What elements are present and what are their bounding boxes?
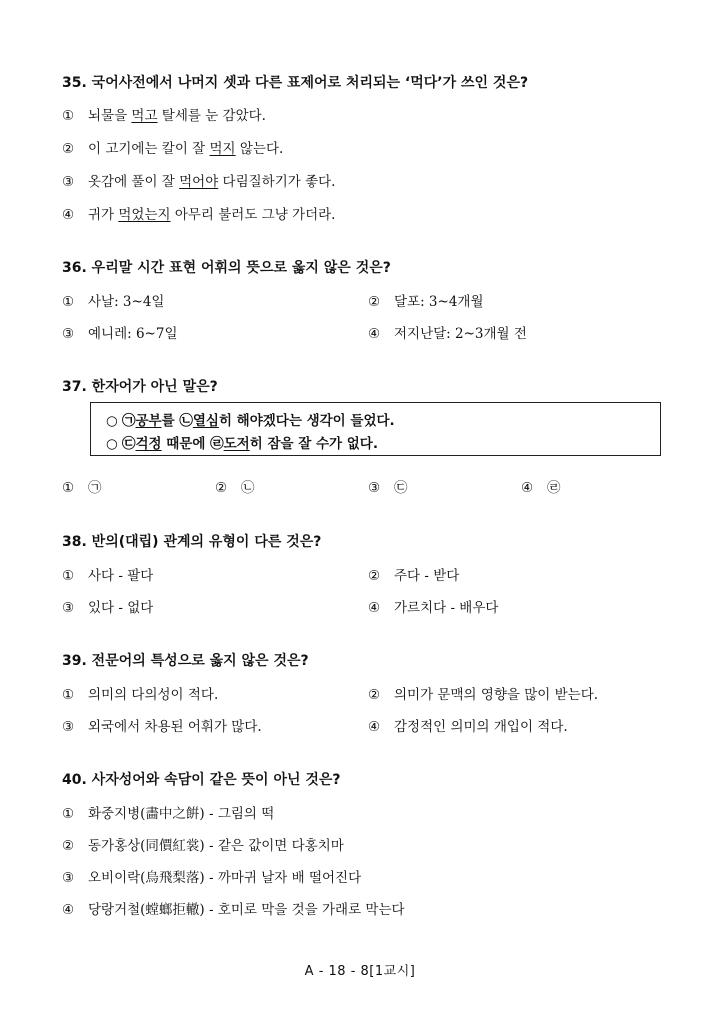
question-37-title: 37. 한자어가 아닌 말은? [62, 379, 218, 395]
q38-option-3[interactable]: ③ 있다 - 없다 [62, 600, 154, 616]
q37-option-3[interactable]: ③ ㉢ [368, 480, 408, 496]
q39-option-1[interactable]: ① 의미의 다의성이 적다. [62, 687, 219, 703]
q35-option-4[interactable]: ④ 귀가 먹었는지 아무리 불러도 그냥 가더라. [62, 207, 336, 223]
question-36-title: 36. 우리말 시간 표현 어휘의 뜻으로 옳지 않은 것은? [62, 260, 391, 276]
q37-option-2[interactable]: ② ㉡ [215, 480, 255, 496]
page-footer: A - 18 - 8[1교시] [304, 964, 416, 979]
q40-option-3[interactable]: ③ 오비이락(烏飛梨落) - 까마귀 날자 배 떨어진다 [62, 870, 362, 886]
q37-option-1[interactable]: ① ㉠ [62, 480, 102, 496]
question-40-title: 40. 사자성어와 속담이 같은 뜻이 아닌 것은? [62, 772, 341, 788]
q39-option-2[interactable]: ② 의미가 문맥의 영향을 많이 받는다. [368, 687, 599, 703]
q40-option-4[interactable]: ④ 당랑거철(螳螂拒轍) - 호미로 막을 것을 가래로 막는다 [62, 902, 405, 918]
q40-option-2[interactable]: ② 동가홍상(同價紅裳) - 같은 값이면 다홍치마 [62, 838, 344, 854]
question-38-title: 38. 반의(대립) 관계의 유형이 다른 것은? [62, 534, 322, 550]
q37-passage-line-2: ○ ㉢걱정 때문에 ㉣도저히 잠을 잘 수가 없다. [106, 436, 378, 452]
question-39-title: 39. 전문어의 특성으로 옳지 않은 것은? [62, 653, 309, 669]
q37-passage-box [90, 402, 661, 456]
q39-option-4[interactable]: ④ 감정적인 의미의 개입이 적다. [368, 719, 568, 735]
q36-option-1[interactable]: ① 사날: 3~4일 [62, 294, 165, 310]
question-35-title: 35. 국어사전에서 나머지 셋과 다른 표제어로 처리되는 ‘먹다’가 쓰인 것은? [62, 75, 529, 91]
q38-option-2[interactable]: ② 주다 - 받다 [368, 568, 460, 584]
q40-option-1[interactable]: ① 화중지병(畵中之餠) - 그림의 떡 [62, 806, 275, 822]
q36-option-3[interactable]: ③ 예니레: 6~7일 [62, 326, 178, 342]
q35-option-2[interactable]: ② 이 고기에는 칼이 잘 먹지 않는다. [62, 141, 284, 157]
q35-option-1[interactable]: ① 뇌물을 먹고 탈세를 눈 감았다. [62, 108, 266, 124]
q37-option-4[interactable]: ④ ㉣ [521, 480, 561, 496]
q39-option-3[interactable]: ③ 외국에서 차용된 어휘가 많다. [62, 719, 262, 735]
q36-option-2[interactable]: ② 달포: 3~4개월 [368, 294, 484, 310]
q38-option-1[interactable]: ① 사다 - 팔다 [62, 568, 154, 584]
q37-passage-line-1: ○ ㉠공부를 ㉡열심히 해야겠다는 생각이 들었다. [106, 413, 395, 429]
q35-option-3[interactable]: ③ 옷감에 풀이 잘 먹어야 다림질하기가 좋다. [62, 174, 336, 190]
q36-option-4[interactable]: ④ 저지난달: 2~3개월 전 [368, 326, 527, 342]
q38-option-4[interactable]: ④ 가르치다 - 배우다 [368, 600, 499, 616]
